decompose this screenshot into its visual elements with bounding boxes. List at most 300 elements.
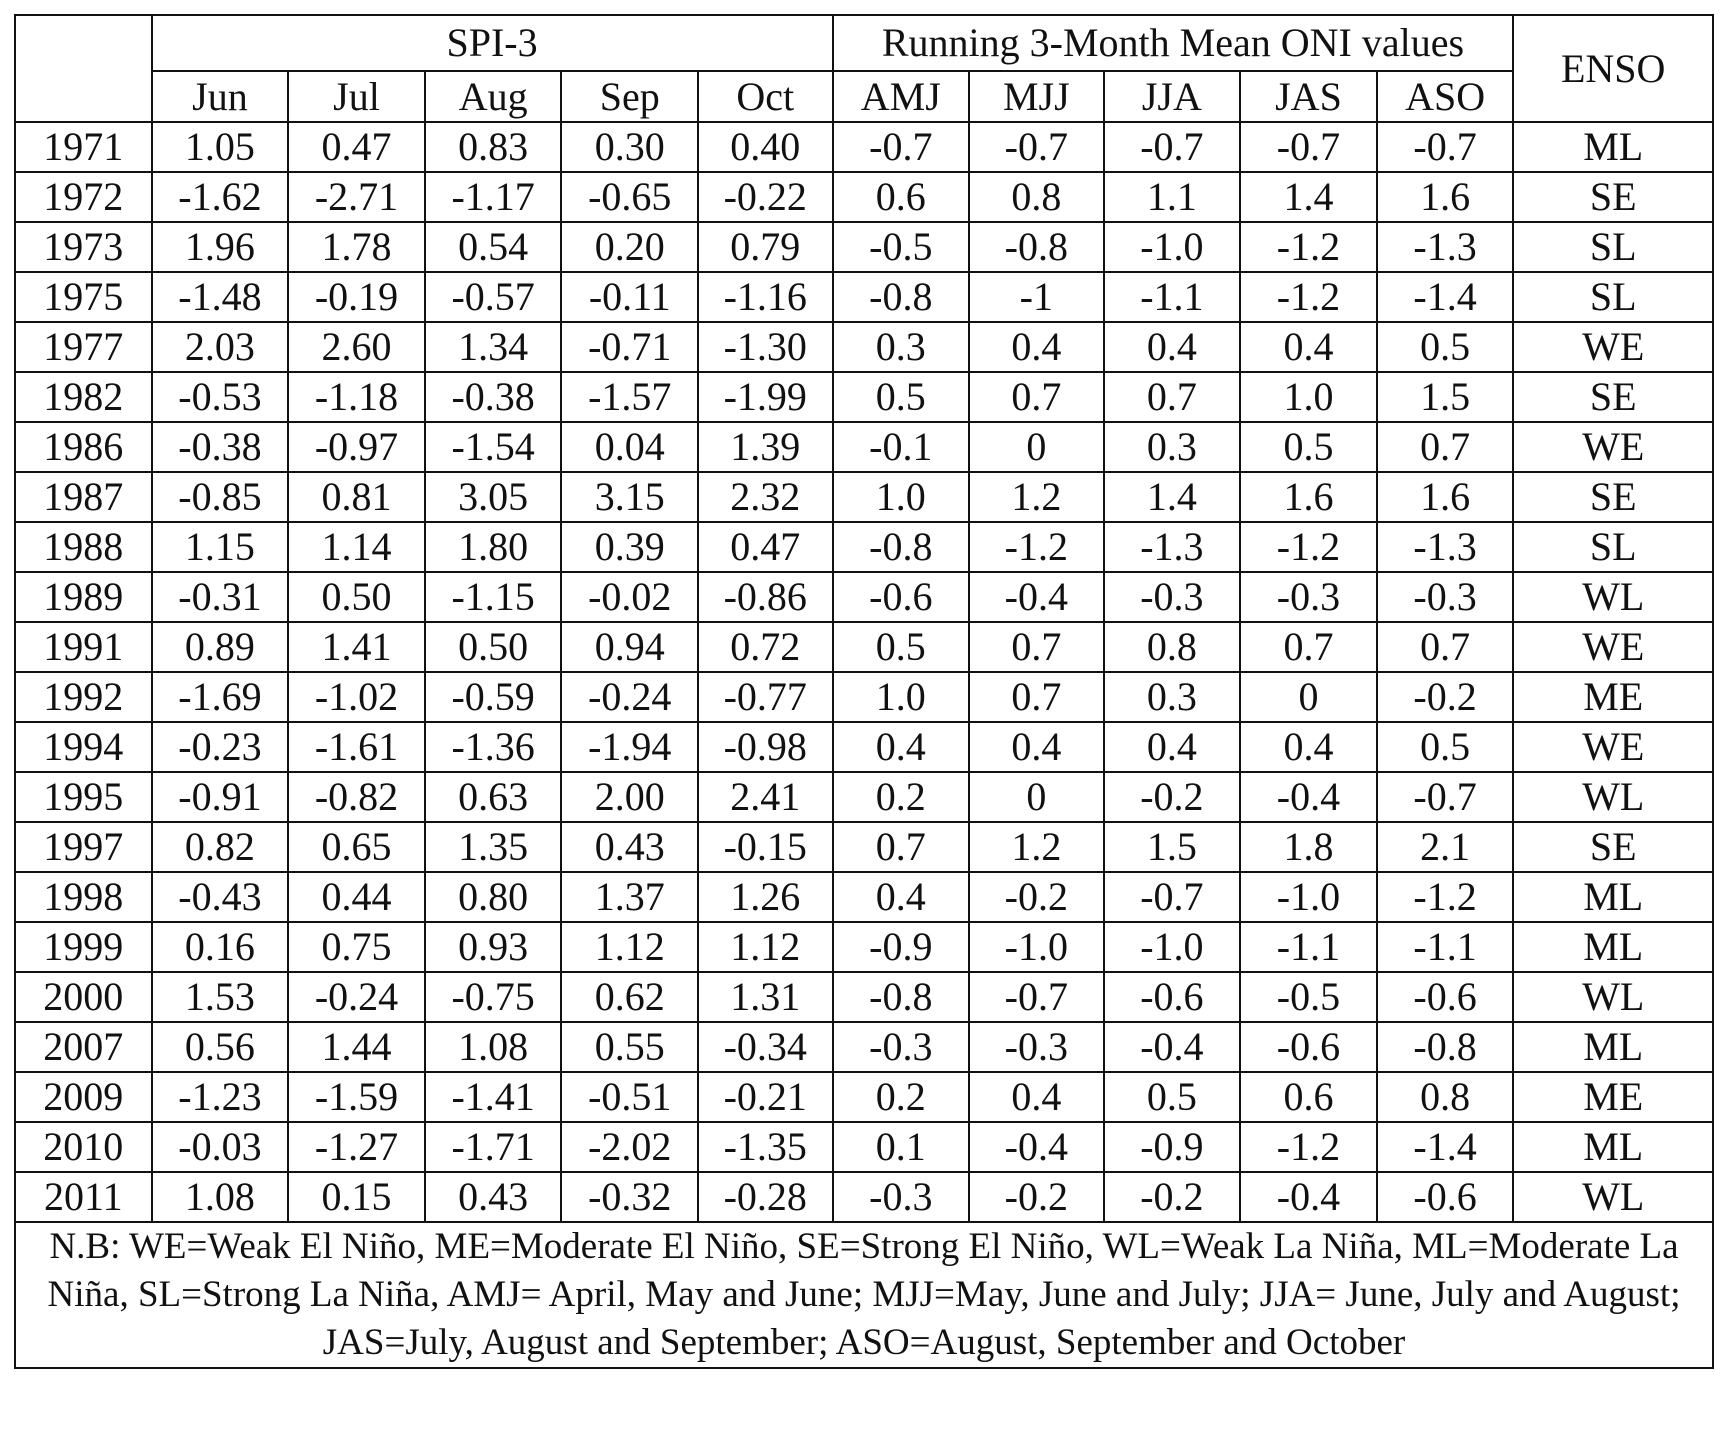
oni-value-cell: 1.6 (1377, 472, 1514, 522)
oni-value-cell: 0.6 (833, 172, 970, 222)
enso-category-cell: SL (1513, 222, 1713, 272)
oni-value-cell: -1.2 (969, 522, 1103, 572)
spi-value-cell: 2.03 (152, 322, 289, 372)
spi-value-cell: -2.71 (288, 172, 425, 222)
oni-value-cell: -0.7 (833, 122, 970, 172)
enso-category-cell: SE (1513, 472, 1713, 522)
spi-value-cell: 1.78 (288, 222, 425, 272)
year-cell: 2011 (15, 1172, 152, 1222)
oni-value-cell: -0.6 (1377, 972, 1514, 1022)
enso-category-cell: WL (1513, 572, 1713, 622)
oni-value-cell: -0.7 (969, 122, 1103, 172)
oni-value-cell: -1.4 (1377, 1122, 1514, 1172)
oni-value-cell: -0.3 (969, 1022, 1103, 1072)
spi-value-cell: -0.85 (152, 472, 289, 522)
spi-value-cell: 1.12 (698, 922, 832, 972)
year-cell: 2007 (15, 1022, 152, 1072)
table-body (15, 122, 1713, 1368)
spi-group-header: SPI-3 (152, 15, 833, 71)
spi-value-cell: 1.53 (152, 972, 289, 1022)
oni-value-cell: 0.5 (1377, 322, 1514, 372)
oni-value-cell: -1.2 (1240, 222, 1377, 272)
enso-category-cell: SL (1513, 272, 1713, 322)
spi-value-cell: -0.19 (288, 272, 425, 322)
year-cell: 1977 (15, 322, 152, 372)
spi-value-cell: 0.55 (561, 1022, 698, 1072)
enso-category-cell: WL (1513, 972, 1713, 1022)
spi-value-cell: 0.43 (425, 1172, 562, 1222)
oni-value-cell: -1.3 (1377, 522, 1514, 572)
spi-value-cell: 1.12 (561, 922, 698, 972)
year-cell: 1997 (15, 822, 152, 872)
spi-value-cell: 2.60 (288, 322, 425, 372)
spi-value-cell: -1.61 (288, 722, 425, 772)
enso-category-cell: ML (1513, 122, 1713, 172)
spi-value-cell: -1.27 (288, 1122, 425, 1172)
footnote-cell (15, 1222, 1713, 1368)
spi-oni-table-container (14, 14, 1714, 1369)
oni-season-header: JAS (1240, 71, 1377, 122)
table-row (15, 822, 1713, 872)
spi-value-cell: -0.34 (698, 1022, 832, 1072)
oni-value-cell: 0.3 (1104, 672, 1241, 722)
oni-value-cell: -1.2 (1240, 1122, 1377, 1172)
table-row (15, 972, 1713, 1022)
table-row (15, 222, 1713, 272)
enso-category-cell: ML (1513, 872, 1713, 922)
year-cell: 1995 (15, 772, 152, 822)
oni-value-cell: -0.3 (833, 1172, 970, 1222)
oni-value-cell: 0.2 (833, 772, 970, 822)
oni-value-cell: -0.8 (833, 972, 970, 1022)
oni-value-cell: 0.3 (1104, 422, 1241, 472)
table-row (15, 422, 1713, 472)
table-row (15, 172, 1713, 222)
footnote-text: N.B: WE=Weak El Niño, ME=Moderate El Niño, SE=Strong El Niño, WL=Weak La Niña, ML=Moderate La Niña, SL=Strong La Niña, AMJ= April, May and June; MJJ=May, June and July; JJA= June, July and August; JAS=July, August and September; ASO=August, September and October (47, 1226, 1681, 1363)
enso-category-cell: SE (1513, 822, 1713, 872)
spi-value-cell: 0.40 (698, 122, 832, 172)
spi-value-cell: -1.41 (425, 1072, 562, 1122)
spi-value-cell: -2.02 (561, 1122, 698, 1172)
spi-value-cell: 0.94 (561, 622, 698, 672)
oni-value-cell: -1.3 (1377, 222, 1514, 272)
table-row (15, 1172, 1713, 1222)
spi-value-cell: -0.91 (152, 772, 289, 822)
enso-category-cell: WL (1513, 772, 1713, 822)
oni-value-cell: 0.4 (969, 1072, 1103, 1122)
oni-value-cell: -0.3 (1377, 572, 1514, 622)
spi-value-cell: 1.15 (152, 522, 289, 572)
spi-month-header: Jul (288, 71, 425, 122)
oni-value-cell: 0 (969, 772, 1103, 822)
table-row (15, 272, 1713, 322)
spi-value-cell: 0.50 (288, 572, 425, 622)
oni-value-cell: 1.0 (833, 472, 970, 522)
oni-value-cell: -0.6 (833, 572, 970, 622)
spi-value-cell: 1.80 (425, 522, 562, 572)
year-cell: 1975 (15, 272, 152, 322)
spi-value-cell: 1.08 (152, 1172, 289, 1222)
oni-value-cell: -0.3 (833, 1022, 970, 1072)
oni-value-cell: -0.4 (1240, 772, 1377, 822)
oni-value-cell: 0.1 (833, 1122, 970, 1172)
spi-value-cell: -0.23 (152, 722, 289, 772)
enso-category-cell: ML (1513, 1022, 1713, 1072)
enso-category-cell: WE (1513, 322, 1713, 372)
oni-value-cell: 1.2 (969, 472, 1103, 522)
oni-value-cell: -0.4 (969, 1122, 1103, 1172)
year-cell: 2010 (15, 1122, 152, 1172)
oni-value-cell: -0.8 (833, 522, 970, 572)
table-row (15, 122, 1713, 172)
spi-value-cell: -0.65 (561, 172, 698, 222)
oni-value-cell: -1.1 (1377, 922, 1514, 972)
oni-season-header: JJA (1104, 71, 1241, 122)
oni-value-cell: 1.1 (1104, 172, 1241, 222)
enso-category-cell: ML (1513, 922, 1713, 972)
header-row-subcolumns (15, 71, 1713, 122)
table-row (15, 722, 1713, 772)
spi-value-cell: 0.47 (698, 522, 832, 572)
spi-value-cell: 0.43 (561, 822, 698, 872)
oni-group-header: Running 3-Month Mean ONI values (833, 15, 1514, 71)
oni-value-cell: 0.4 (833, 722, 970, 772)
enso-header: ENSO (1513, 15, 1713, 122)
enso-category-cell: ME (1513, 672, 1713, 722)
year-cell: 1987 (15, 472, 152, 522)
spi-value-cell: 1.34 (425, 322, 562, 372)
spi-value-cell: -0.59 (425, 672, 562, 722)
year-cell: 1973 (15, 222, 152, 272)
spi-value-cell: 0.79 (698, 222, 832, 272)
spi-value-cell: 0.89 (152, 622, 289, 672)
spi-value-cell: 1.37 (561, 872, 698, 922)
oni-value-cell: 0.7 (969, 372, 1103, 422)
spi-value-cell: -0.21 (698, 1072, 832, 1122)
spi-value-cell: 0.16 (152, 922, 289, 972)
oni-value-cell: -0.7 (1377, 122, 1514, 172)
spi-value-cell: 0.30 (561, 122, 698, 172)
spi-value-cell: 0.83 (425, 122, 562, 172)
spi-value-cell: 0.72 (698, 622, 832, 672)
table-row (15, 372, 1713, 422)
spi-value-cell: 0.75 (288, 922, 425, 972)
year-cell: 1994 (15, 722, 152, 772)
spi-month-header: Sep (561, 71, 698, 122)
spi-value-cell: -0.38 (152, 422, 289, 472)
spi-value-cell: 0.63 (425, 772, 562, 822)
oni-value-cell: -0.9 (1104, 1122, 1241, 1172)
oni-value-cell: -1.0 (1104, 922, 1241, 972)
table-row (15, 922, 1713, 972)
enso-category-cell: WE (1513, 622, 1713, 672)
spi-value-cell: -1.94 (561, 722, 698, 772)
spi-value-cell: -0.32 (561, 1172, 698, 1222)
oni-value-cell: 1.4 (1240, 172, 1377, 222)
oni-value-cell: 1.5 (1377, 372, 1514, 422)
spi-value-cell: -0.38 (425, 372, 562, 422)
enso-category-cell: SL (1513, 522, 1713, 572)
oni-value-cell: -1.0 (1104, 222, 1241, 272)
oni-value-cell: 0.4 (969, 322, 1103, 372)
oni-value-cell: 1.2 (969, 822, 1103, 872)
oni-value-cell: -1.0 (1240, 872, 1377, 922)
year-cell: 1982 (15, 372, 152, 422)
table-row (15, 522, 1713, 572)
spi-value-cell: -0.77 (698, 672, 832, 722)
year-cell: 1992 (15, 672, 152, 722)
oni-value-cell: -0.8 (833, 272, 970, 322)
table-row (15, 772, 1713, 822)
oni-value-cell: 0.7 (1104, 372, 1241, 422)
spi-value-cell: -0.86 (698, 572, 832, 622)
spi-value-cell: 0.44 (288, 872, 425, 922)
spi-value-cell: -0.97 (288, 422, 425, 472)
oni-value-cell: -0.7 (1104, 872, 1241, 922)
spi-value-cell: 3.05 (425, 472, 562, 522)
spi-value-cell: -1.18 (288, 372, 425, 422)
table-row (15, 672, 1713, 722)
oni-value-cell: -1 (969, 272, 1103, 322)
enso-category-cell: SE (1513, 172, 1713, 222)
oni-value-cell: 1.4 (1104, 472, 1241, 522)
year-cell: 1998 (15, 872, 152, 922)
spi-value-cell: -1.69 (152, 672, 289, 722)
oni-value-cell: 0 (1240, 672, 1377, 722)
year-cell: 2000 (15, 972, 152, 1022)
oni-value-cell: -0.3 (1104, 572, 1241, 622)
footnote-row (15, 1222, 1713, 1368)
oni-value-cell: 2.1 (1377, 822, 1514, 872)
oni-value-cell: -1.0 (969, 922, 1103, 972)
spi-value-cell: -0.51 (561, 1072, 698, 1122)
spi-value-cell: -0.71 (561, 322, 698, 372)
oni-value-cell: -0.2 (1377, 672, 1514, 722)
spi-value-cell: -0.57 (425, 272, 562, 322)
oni-value-cell: -0.2 (969, 872, 1103, 922)
spi-value-cell: -1.57 (561, 372, 698, 422)
oni-value-cell: 1.0 (833, 672, 970, 722)
spi-value-cell: 1.41 (288, 622, 425, 672)
oni-season-header: ASO (1377, 71, 1514, 122)
oni-value-cell: -1.2 (1240, 272, 1377, 322)
spi-value-cell: -1.71 (425, 1122, 562, 1172)
oni-value-cell: -0.7 (1104, 122, 1241, 172)
spi-value-cell: -1.16 (698, 272, 832, 322)
oni-value-cell: -0.6 (1240, 1022, 1377, 1072)
spi-value-cell: 0.47 (288, 122, 425, 172)
year-cell: 1989 (15, 572, 152, 622)
spi-value-cell: 0.39 (561, 522, 698, 572)
spi-value-cell: -1.17 (425, 172, 562, 222)
table-row (15, 872, 1713, 922)
spi-value-cell: 0.62 (561, 972, 698, 1022)
oni-value-cell: -0.4 (1240, 1172, 1377, 1222)
spi-value-cell: 1.96 (152, 222, 289, 272)
spi-month-header: Oct (698, 71, 832, 122)
table-row (15, 1072, 1713, 1122)
oni-season-header: AMJ (833, 71, 970, 122)
spi-value-cell: -0.28 (698, 1172, 832, 1222)
spi-month-header: Jun (152, 71, 289, 122)
table-row (15, 1022, 1713, 1072)
spi-value-cell: -0.11 (561, 272, 698, 322)
spi-value-cell: 1.05 (152, 122, 289, 172)
spi-value-cell: -0.75 (425, 972, 562, 1022)
oni-season-header: MJJ (969, 71, 1103, 122)
spi-value-cell: -1.23 (152, 1072, 289, 1122)
spi-value-cell: -0.24 (561, 672, 698, 722)
oni-value-cell: 1.0 (1240, 372, 1377, 422)
enso-category-cell: WE (1513, 422, 1713, 472)
oni-value-cell: 0.5 (833, 622, 970, 672)
spi-value-cell: 1.44 (288, 1022, 425, 1072)
oni-value-cell: 1.6 (1240, 472, 1377, 522)
spi-value-cell: -0.15 (698, 822, 832, 872)
oni-value-cell: -0.6 (1377, 1172, 1514, 1222)
oni-value-cell: 0.4 (1240, 722, 1377, 772)
spi-value-cell: 0.93 (425, 922, 562, 972)
oni-value-cell: -1.2 (1240, 522, 1377, 572)
year-cell: 2009 (15, 1072, 152, 1122)
oni-value-cell: 1.8 (1240, 822, 1377, 872)
oni-value-cell: 0.8 (1377, 1072, 1514, 1122)
enso-category-cell: WE (1513, 722, 1713, 772)
spi-value-cell: 0.50 (425, 622, 562, 672)
year-cell: 1991 (15, 622, 152, 672)
spi-value-cell: 1.26 (698, 872, 832, 922)
spi-value-cell: 2.41 (698, 772, 832, 822)
year-cell: 1972 (15, 172, 152, 222)
spi-oni-table (14, 14, 1714, 1369)
oni-value-cell: 0.4 (1240, 322, 1377, 372)
spi-value-cell: -1.36 (425, 722, 562, 772)
spi-value-cell: 1.35 (425, 822, 562, 872)
spi-value-cell: -0.03 (152, 1122, 289, 1172)
spi-value-cell: 0.80 (425, 872, 562, 922)
oni-value-cell: 0.7 (1377, 622, 1514, 672)
oni-value-cell: -0.8 (969, 222, 1103, 272)
oni-value-cell: 0.8 (969, 172, 1103, 222)
oni-value-cell: -0.7 (969, 972, 1103, 1022)
year-cell: 1986 (15, 422, 152, 472)
oni-value-cell: -0.2 (1104, 1172, 1241, 1222)
oni-value-cell: 0.7 (1377, 422, 1514, 472)
spi-value-cell: 0.15 (288, 1172, 425, 1222)
spi-value-cell: 0.65 (288, 822, 425, 872)
oni-value-cell: 0.7 (833, 822, 970, 872)
oni-value-cell: 0.4 (1104, 722, 1241, 772)
spi-value-cell: 0.81 (288, 472, 425, 522)
oni-value-cell: -0.1 (833, 422, 970, 472)
spi-value-cell: -1.62 (152, 172, 289, 222)
oni-value-cell: -1.1 (1104, 272, 1241, 322)
oni-value-cell: 0.7 (1240, 622, 1377, 672)
oni-value-cell: -0.7 (1377, 772, 1514, 822)
spi-value-cell: -0.43 (152, 872, 289, 922)
header-row-groups (15, 15, 1713, 71)
spi-value-cell: -0.02 (561, 572, 698, 622)
oni-value-cell: 1.6 (1377, 172, 1514, 222)
spi-value-cell: 2.00 (561, 772, 698, 822)
spi-value-cell: -1.02 (288, 672, 425, 722)
oni-value-cell: 0.5 (833, 372, 970, 422)
oni-value-cell: -1.3 (1104, 522, 1241, 572)
oni-value-cell: 0.4 (833, 872, 970, 922)
spi-value-cell: -0.98 (698, 722, 832, 772)
spi-month-header: Aug (425, 71, 562, 122)
spi-value-cell: -0.24 (288, 972, 425, 1022)
spi-value-cell: 2.32 (698, 472, 832, 522)
oni-value-cell: -1.1 (1240, 922, 1377, 972)
oni-value-cell: -0.7 (1240, 122, 1377, 172)
oni-value-cell: 0.5 (1240, 422, 1377, 472)
spi-value-cell: 0.04 (561, 422, 698, 472)
oni-value-cell: -0.5 (833, 222, 970, 272)
oni-value-cell: 0.5 (1104, 1072, 1241, 1122)
oni-value-cell: 0.8 (1104, 622, 1241, 672)
spi-value-cell: -1.48 (152, 272, 289, 322)
table-row (15, 572, 1713, 622)
spi-value-cell: -1.59 (288, 1072, 425, 1122)
table-row (15, 1122, 1713, 1172)
table-row (15, 322, 1713, 372)
oni-value-cell: -0.2 (1104, 772, 1241, 822)
oni-value-cell: -0.4 (1104, 1022, 1241, 1072)
enso-category-cell: ML (1513, 1122, 1713, 1172)
oni-value-cell: -1.2 (1377, 872, 1514, 922)
oni-value-cell: -1.4 (1377, 272, 1514, 322)
spi-value-cell: 0.20 (561, 222, 698, 272)
oni-value-cell: 0.5 (1377, 722, 1514, 772)
oni-value-cell: -0.9 (833, 922, 970, 972)
oni-value-cell: -0.3 (1240, 572, 1377, 622)
spi-value-cell: 1.31 (698, 972, 832, 1022)
spi-value-cell: 0.56 (152, 1022, 289, 1072)
enso-category-cell: ME (1513, 1072, 1713, 1122)
spi-value-cell: -0.53 (152, 372, 289, 422)
oni-value-cell: 0.6 (1240, 1072, 1377, 1122)
year-cell: 1988 (15, 522, 152, 572)
table-row (15, 472, 1713, 522)
oni-value-cell: 0.4 (969, 722, 1103, 772)
spi-value-cell: -0.31 (152, 572, 289, 622)
oni-value-cell: 1.5 (1104, 822, 1241, 872)
spi-value-cell: 1.39 (698, 422, 832, 472)
spi-value-cell: 0.82 (152, 822, 289, 872)
table-row (15, 622, 1713, 672)
spi-value-cell: -1.30 (698, 322, 832, 372)
oni-value-cell: 0.3 (833, 322, 970, 372)
oni-value-cell: -0.4 (969, 572, 1103, 622)
oni-value-cell: 0.4 (1104, 322, 1241, 372)
oni-value-cell: -0.6 (1104, 972, 1241, 1022)
enso-category-cell: SE (1513, 372, 1713, 422)
enso-category-cell: WL (1513, 1172, 1713, 1222)
year-cell: 1999 (15, 922, 152, 972)
oni-value-cell: -0.8 (1377, 1022, 1514, 1072)
spi-value-cell: -1.15 (425, 572, 562, 622)
spi-value-cell: -1.35 (698, 1122, 832, 1172)
spi-value-cell: 3.15 (561, 472, 698, 522)
oni-value-cell: 0 (969, 422, 1103, 472)
spi-value-cell: 1.14 (288, 522, 425, 572)
oni-value-cell: -0.5 (1240, 972, 1377, 1022)
spi-value-cell: -1.99 (698, 372, 832, 422)
corner-header (15, 15, 152, 122)
oni-value-cell: -0.2 (969, 1172, 1103, 1222)
oni-value-cell: 0.2 (833, 1072, 970, 1122)
